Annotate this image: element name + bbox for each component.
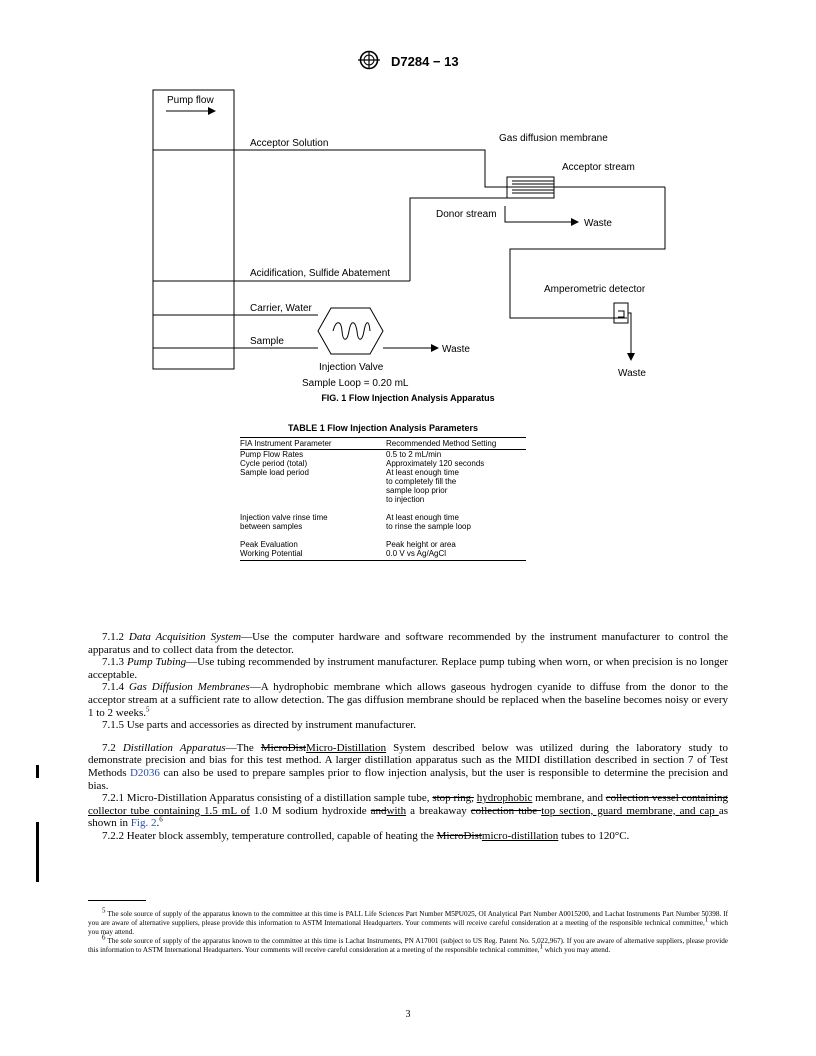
waste-arrow-1 [505, 206, 578, 222]
injection-valve [318, 308, 383, 354]
paragraph-7-1-5: 7.1.5 Use parts and accessories as directed by instrument manufacturer. [102, 719, 417, 732]
label-sample: Sample [250, 336, 284, 347]
table-header: FIA Instrument Parameter [240, 438, 386, 450]
table-row [240, 459, 526, 468]
paragraph-7-1-3: 7.1.3 Pump Tubing—Use tubing recommended by instrument manufacturer. Replace pump tubing when worn, or when precision is no longer acceptable. [88, 656, 729, 681]
acceptor-to-detector-line [510, 187, 665, 318]
paragraph-7-2-2: 7.2.2 Heater block assembly, temperature controlled, capable of heating the MicroDistmicro-distillation tubes to 120°C. [102, 829, 630, 842]
table-row [240, 450, 526, 460]
table-cell: Peak Evaluation [240, 540, 298, 549]
label-acceptor-solution: Acceptor Solution [250, 138, 329, 149]
paragraph-7-2-1: 7.2.1 Micro-Distillation Apparatus consisting of a distillation sample tube, stop ring, hydrophobic membrane, and collection vessel containing collector tube containing 1.5 mL of 1.0 M sodium hydroxide andwith a breakaway collection tube top section, guard membrane, and cap as shown in Fig. 2.$^6$ [88, 792, 729, 830]
table-cell: Cycle period (total) [240, 459, 308, 468]
figure-caption: FIG. 1 Flow Injection Analysis Apparatus [321, 393, 495, 403]
parameters-table [240, 423, 526, 561]
body-text [88, 631, 728, 843]
label-waste-2: Waste [442, 344, 470, 355]
page-number: 3 [405, 1009, 411, 1020]
table-row [240, 468, 526, 504]
footnote-rule [88, 900, 146, 901]
footnotes [88, 906, 728, 955]
change-bar [36, 822, 39, 882]
paragraph-7-1-2: 7.1.2 Data Acquisition System—Use the computer hardware and software recommended by the instrument manufacturer to control the apparatus and to collect data from the detector. [88, 631, 728, 656]
table-cell: At least enough time to completely fill the sample loop prior to injection [386, 468, 459, 504]
label-sample-loop: Sample Loop = 0.20 mL [302, 378, 409, 389]
pump-box [153, 90, 234, 369]
detector-electrode [618, 311, 624, 317]
footnote-6: $^6$ The sole source of supply of the apparatus known to the committee at this time is Lachat Instruments, PN A17001 (subject to US Reg. Patent No. 5,022,967). If you are aware of alternative suppliers, please provide this information to ASTM International Headquarters. Your comments will receive careful consideration at a meeting of the responsible technical committee,$^1$ which you may attend. [88, 933, 728, 954]
paragraph-7-1-4: 7.1.4 Gas Diffusion Membranes—A hydrophobic membrane which allows gaseous hydrogen cyanide to diffuse from the donor to the acceptor stream at a sufficient rate to allow detection. The gas diffusion membrane should be replaced when the baseline becomes noisy or every 1 to 2 weeks.$^5$ [88, 681, 729, 719]
membrane-channel-bottom [512, 190, 554, 193]
label-waste-1: Waste [584, 218, 612, 229]
table-cell: 0.0 V vs Ag/AgCl [386, 549, 526, 561]
table-header: Recommended Method Setting [386, 438, 526, 450]
fia-apparatus-diagram [0, 80, 816, 392]
designation-code: D7284 − 13 [391, 54, 459, 69]
label-carrier: Carrier, Water [250, 303, 312, 314]
label-injection-valve: Injection Valve [319, 362, 384, 373]
table-cell: Peak height or area [386, 540, 456, 549]
sample-loop-coil [333, 323, 370, 340]
label-amperometric: Amperometric detector [544, 284, 646, 295]
table-cell: 0.5 to 2 mL/min [386, 450, 442, 459]
label-acidification: Acidification, Sulfide Abatement [250, 268, 391, 279]
table-row [240, 531, 526, 549]
table-cell: Injection valve rinse time between samples [240, 513, 328, 531]
label-acceptor-stream: Acceptor stream [562, 162, 635, 173]
table-row [240, 549, 526, 561]
paragraph-7-2: 7.2 Distillation Apparatus—The MicroDistMicro-Distillation System described below was utilized during the laboratory study to demonstrate precision and bias for this test method. A larger distillation apparatus such as the MIDI distillation described in section 7 of Test Methods D2036 can also be used to prepare samples prior to flow injection analysis, but the user is responsible to determine the precision and bias. [88, 741, 729, 792]
label-gas-membrane: Gas diffusion membrane [499, 133, 608, 144]
table-cell: Approximately 120 seconds [386, 459, 485, 468]
label-waste-3: Waste [618, 368, 646, 379]
change-bar [36, 765, 39, 778]
footnote-5: $^5$ The sole source of supply of the apparatus known to the committee at this time is PALL Life Sciences Part Number M5PU025, OI Analytical Part Number A0015200, and Lachat Instruments Part Number 50398. If you are aware of alternative suppliers, please provide this information to ASTM International Headquarters. Your comments will receive careful consideration at a meeting of the responsible technical committee,$^1$ which you may attend. [88, 906, 728, 936]
label-donor-stream: Donor stream [436, 209, 497, 220]
label-pump-flow: Pump flow [167, 95, 214, 106]
table-cell: Sample load period [240, 468, 309, 477]
link-d2036[interactable]: D2036 [129, 766, 160, 779]
table-caption: TABLE 1 Flow Injection Analysis Parameters [287, 423, 479, 433]
acceptor-solution-line [153, 150, 507, 187]
footnote-ref: 6 [159, 815, 163, 824]
footnote-ref: 5 [146, 704, 150, 713]
table-cell: Working Potential [240, 549, 386, 561]
table-row [240, 504, 526, 531]
table-cell: Pump Flow Rates [240, 450, 304, 459]
membrane-channel-top [512, 181, 554, 184]
link-fig-2[interactable]: Fig. 2 [130, 817, 157, 830]
detector-cell [614, 303, 628, 323]
table-cell: At least enough time to rinse the sample loop [386, 513, 471, 531]
page-header [0, 50, 816, 73]
astm-logo-icon [357, 50, 381, 73]
